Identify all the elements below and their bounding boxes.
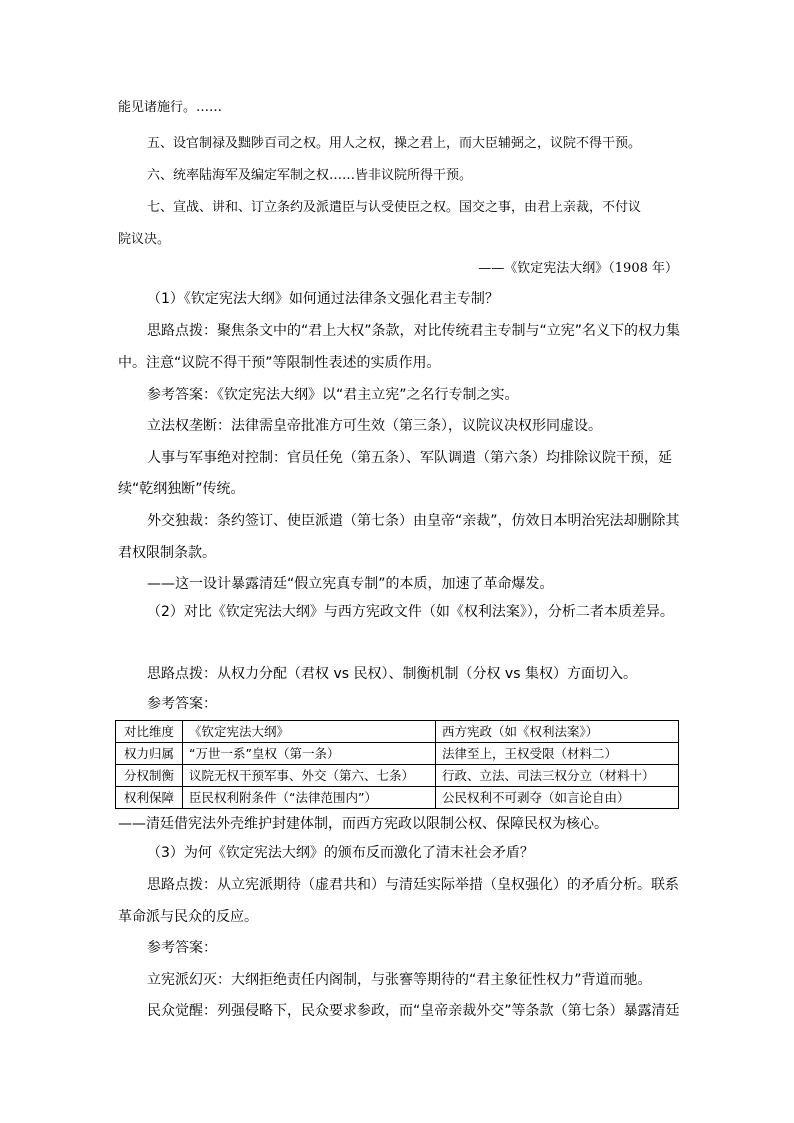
table-cell: 《钦定宪法大纲》 (183, 721, 436, 743)
q1-point-1: 立法权垄断：法律需皇帝批准方可生效（第三条），议院议决权形同虚设。 (147, 418, 602, 434)
q1-point-3-cont: 君权限制条款。 (118, 545, 216, 561)
q2-answer-label: 参考答案： (147, 696, 217, 712)
table-cell: 权利保障 (116, 787, 183, 809)
q3-answer-label: 参考答案： (147, 940, 217, 956)
table-cell: 法律至上，王权受限（材料二） (436, 743, 679, 765)
quote-line: 七、宣战、讲和、订立条约及派遣臣与认受使臣之权。国交之事，由君上亲裁，不付议 (147, 200, 642, 215)
table-cell: 臣民权利附条件（“法律范围内”） (183, 787, 436, 809)
quote-line: 院议决。 (118, 232, 171, 247)
table-row (116, 743, 679, 765)
q1-point-2-cont: 续“乾纲独断”传统。 (118, 481, 245, 497)
q1-hint-cont: 中。注意“议院不得干预”等限制性表述的实质作用。 (118, 355, 441, 371)
comparison-table (115, 720, 679, 809)
table-cell: 分权制衡 (116, 765, 183, 787)
table-cell: 权力归属 (116, 743, 183, 765)
table-row (116, 787, 679, 809)
q3-hint-cont: 革命派与民众的反应。 (118, 909, 258, 925)
table-header-row (116, 721, 679, 743)
table-cell: 行政、立法、司法三权分立（材料十） (436, 765, 679, 787)
q1-answer-label: 参考答案：《钦定宪法大纲》以“君主立宪”之名行专制之实。 (147, 387, 519, 403)
q1-point-2: 人事与军事绝对控制：官员任免（第五条）、军队调遣（第六条）均排除议院干预，延 (147, 450, 672, 466)
table-cell: 对比维度 (116, 721, 183, 743)
q1-hint: 思路点拨：聚焦条文中的“君上大权”条款，对比传统君主专制与“立宪”名义下的权力集 (147, 323, 681, 339)
table-cell: 西方宪政（如《权利法案》） (436, 721, 679, 743)
table-cell: 公民权利不可剥夺（如言论自由） (436, 787, 679, 809)
quote-line: 能见诸施行。…… (118, 100, 223, 115)
table-cell: “万世一系”皇权（第一条） (183, 743, 436, 765)
q2-conclusion: ——清廷借宪法外壳维护封建体制，而西方宪政以限制公权、保障民权为核心。 (118, 816, 608, 832)
q2-hint: 思路点拨：从权力分配（君权 vs 民权）、制衡机制（分权 vs 集权）方面切入。 (147, 666, 637, 682)
quote-source: ——《钦定宪法大纲》（1908 年） (478, 261, 678, 276)
table-row (116, 765, 679, 787)
quote-line: 五、设官制禄及黜陟百司之权。用人之权，操之君上，而大臣辅弼之，议院不得干预。 (147, 136, 642, 151)
q3-point-1: 立宪派幻灭：大纲拒绝责任内阁制，与张謇等期待的“君主象征性权力”背道而驰。 (147, 972, 652, 988)
quote-line: 六、统率陆海军及编定军制之权……皆非议院所得干预。 (147, 168, 473, 183)
q1-conclusion: ——这一设计暴露清廷“假立宪真专制”的本质，加速了革命爆发。 (147, 576, 554, 592)
question-1: （1）《钦定宪法大纲》如何通过法律条文强化君主专制？ (147, 291, 499, 307)
q3-hint: 思路点拨：从立宪派期待（虚君共和）与清廷实际举措（皇权强化）的矛盾分析。联系 (147, 877, 679, 893)
question-3: （3）为何《钦定宪法大纲》的颁布反而激化了清末社会矛盾？ (147, 845, 534, 861)
q1-point-3: 外交独裁：条约签订、使臣派遣（第七条）由皇帝“亲裁”，仿效日本明治宪法却删除其 (147, 513, 680, 529)
table-cell: 议院无权干预军事、外交（第六、七条） (183, 765, 436, 787)
q3-point-2: 民众觉醒：列强侵略下，民众要求参政，而“皇帝亲裁外交”等条款（第七条）暴露清廷 (147, 1003, 680, 1019)
question-2: （2）对比《钦定宪法大纲》与西方宪政文件（如《权利法案》），分析二者本质差异。 (147, 604, 674, 620)
